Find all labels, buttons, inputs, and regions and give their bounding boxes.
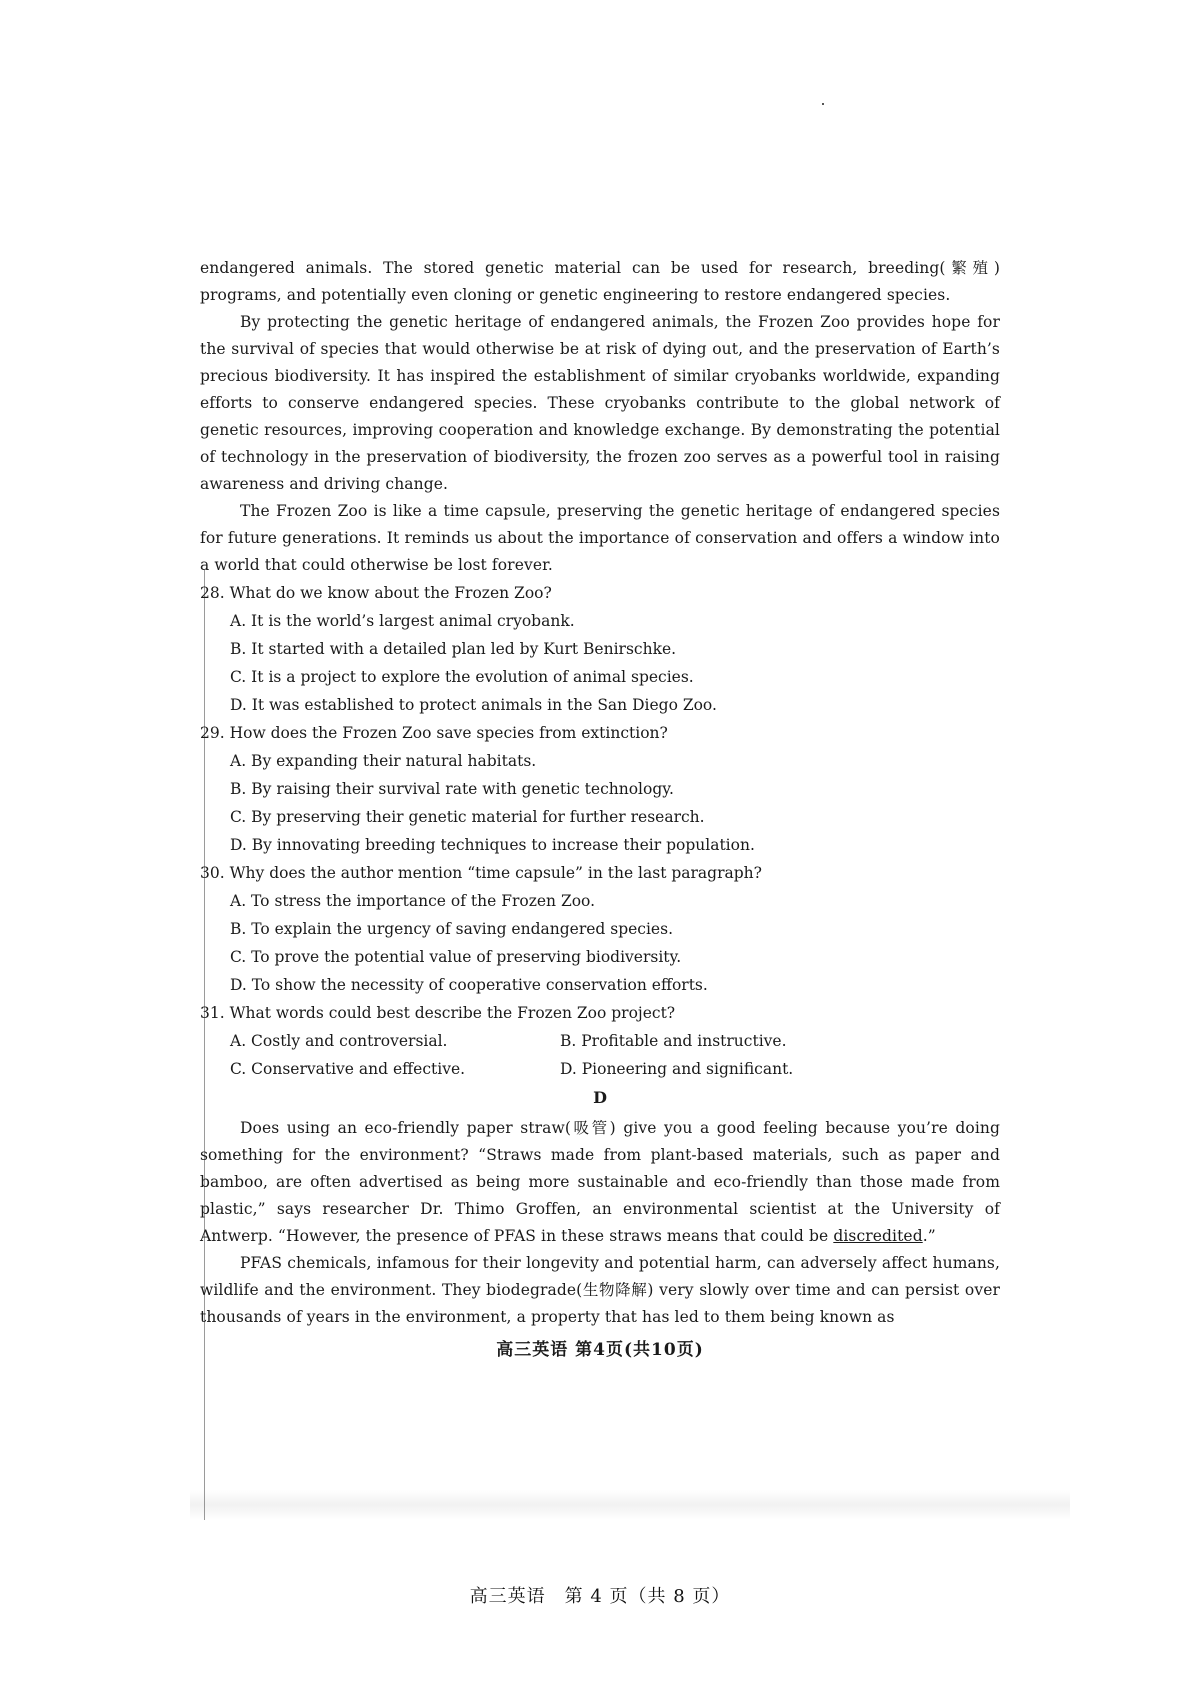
question-28 (200, 579, 1000, 719)
option-c: C. By preserving their genetic material for further research. (230, 808, 705, 826)
question-stem: What words could best describe the Frozen Zoo project? (229, 1004, 676, 1022)
question-number: 31. (200, 1004, 225, 1022)
passage-c-paragraph-3: The Frozen Zoo is like a time capsule, preserving the genetic heritage of endangered species for future generations. It reminds us about the importance of conservation and offers a window into a world that could otherwise be lost forever. (200, 502, 1000, 574)
passage-c-paragraph-2: By protecting the genetic heritage of endangered animals, the Frozen Zoo provides hope for the survival of species that would otherwise be at risk of dying out, and the preservation of Earth’s precious biodiversity. It has inspired the establishment of similar cryobanks worldwide, expanding efforts to conserve endangered species. These cryobanks contribute to the global network of genetic resources, improving cooperation and knowledge exchange. By demonstrating the potential of technology in the preservation of biodiversity, the frozen zoo serves as a powerful tool in raising awareness and driving change. (200, 313, 1000, 493)
option-b: B. It started with a detailed plan led by Kurt Benirschke. (230, 640, 677, 658)
question-number: 29. (200, 724, 225, 742)
option-d: D. Pioneering and significant. (560, 1060, 794, 1078)
question-number: 28. (200, 584, 225, 602)
question-stem: How does the Frozen Zoo save species from extinction? (229, 724, 668, 742)
option-d: D. It was established to protect animals in the San Diego Zoo. (230, 696, 717, 714)
question-stem: What do we know about the Frozen Zoo? (229, 584, 552, 602)
passage-d-p1-text: Does using an eco-friendly paper straw(吸管) give you a good feeling because you’re doing something for the environment? “Straws made from plant-based materials, such as paper and bamboo, are often advertised as being more sustainable and eco-friendly than those made from plastic,” says researcher Dr. Thimo Groffen, an environmental scientist at the University of Antwerp. “However, the presence of PFAS in these straws means that could be (200, 1119, 1000, 1245)
option-b: B. Profitable and instructive. (560, 1032, 787, 1050)
page-footer: 高三英语 第 4 页（共 8 页） (469, 1586, 731, 1607)
option-d: D. By innovating breeding techniques to increase their population. (230, 836, 755, 854)
option-c: C. Conservative and effective. (230, 1060, 466, 1078)
question-31 (200, 999, 1000, 1083)
underlined-word: discredited (833, 1227, 923, 1245)
option-a: A. It is the world’s largest animal cryobank. (230, 612, 575, 630)
option-a: A. By expanding their natural habitats. (230, 752, 537, 770)
scanned-exam-page (200, 255, 1000, 1515)
question-30 (200, 859, 1000, 999)
option-c: C. To prove the potential value of preserving biodiversity. (230, 948, 682, 966)
options-grid (230, 1027, 1000, 1083)
question-stem: Why does the author mention “time capsule” in the last paragraph? (229, 864, 762, 882)
option-d: D. To show the necessity of cooperative conservation efforts. (230, 976, 708, 994)
option-b: B. By raising their survival rate with genetic technology. (230, 780, 674, 798)
passage-d-paragraph-2: PFAS chemicals, infamous for their longevity and potential harm, can adversely affect humans, wildlife and the environment. They biodegrade(生物降解) very slowly over time and can persist over thousands of years in the environment, a property that has led to them being known as (200, 1254, 1000, 1326)
option-b: B. To explain the urgency of saving endangered species. (230, 920, 673, 938)
passage-c-paragraph-1: endangered animals. The stored genetic material can be used for research, breeding(繁殖) programs, and potentially even cloning or genetic engineering to restore endangered species. (200, 259, 1000, 304)
section-d-heading: D (593, 1088, 607, 1107)
option-a: A. Costly and controversial. (230, 1032, 448, 1050)
question-number: 30. (200, 864, 225, 882)
question-29 (200, 719, 1000, 859)
option-c: C. It is a project to explore the evolution of animal species. (230, 668, 694, 686)
scan-shadow (190, 1490, 1070, 1520)
passage-d-p1-end: .” (922, 1227, 936, 1245)
option-a: A. To stress the importance of the Frozen Zoo. (230, 892, 596, 910)
scanned-page-footer: 高三英语 第4页(共10页) (496, 1340, 704, 1360)
passage-d-paragraph-1 (200, 1115, 1000, 1250)
scan-speck (822, 103, 824, 105)
